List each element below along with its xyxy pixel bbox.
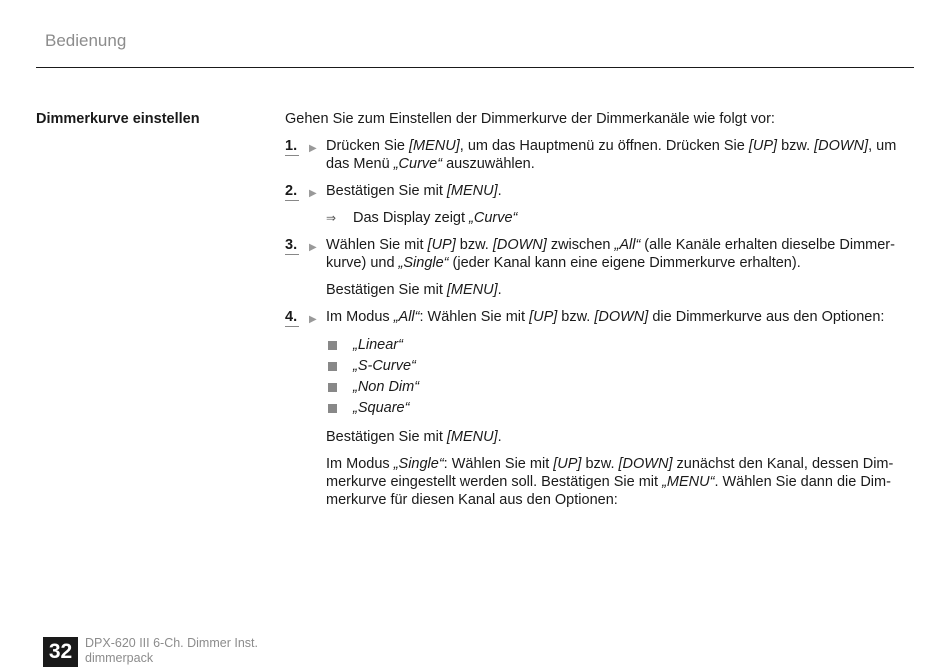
- step-arrow-icon: ▶: [309, 188, 317, 199]
- step-4: [285, 308, 910, 326]
- list-item: „Square“: [326, 398, 910, 419]
- instructions: [285, 110, 910, 518]
- bullet-square-icon: [328, 341, 337, 350]
- bullet-square-icon: [328, 404, 337, 413]
- footer-doc-title: DPX-620 III 6-Ch. Dimmer Inst.: [85, 636, 258, 650]
- step-number: 3. ▶: [285, 236, 319, 255]
- step-text: Bestätigen Sie mit [MENU].: [326, 183, 502, 199]
- page-number: 32: [43, 637, 78, 667]
- page-header-section: Bedienung: [45, 31, 127, 50]
- list-item: „Non Dim“: [326, 377, 910, 398]
- footer-brand: dimmerpack: [85, 651, 154, 665]
- intro-text: Gehen Sie zum Einstellen der Dimmerkurve der Dimmerkanäle wie folgt vor:: [285, 111, 775, 127]
- step-4-confirm: Bestätigen Sie mit [MENU].: [326, 429, 502, 445]
- result-arrow-icon: ⇒: [326, 211, 337, 225]
- step-text: Drücken Sie [MENU], um das Hauptmenü zu öffnen. Drücken Sie [UP] bzw. [DOWN], um das Menü „Curve“ auszuwählen.: [326, 138, 897, 172]
- header-rule: [36, 67, 914, 68]
- step-text: Wählen Sie mit [UP] bzw. [DOWN] zwischen „All“ (alle Kanäle erhalten dieselbe Dimmer-kurve) und „Single“ (jeder Kanal kann eine eigene Dimmerkurve erhalten).: [326, 237, 895, 271]
- bullet-square-icon: [328, 383, 337, 392]
- step-number: 1. ▶: [285, 137, 319, 156]
- section-title: Dimmerkurve einstellen: [36, 111, 200, 127]
- step-2-result: ⇒ Das Display zeigt „Curve“: [326, 210, 518, 226]
- step-arrow-icon: ▶: [309, 143, 317, 154]
- step-2: [285, 182, 910, 200]
- step-text: Im Modus „All“: Wählen Sie mit [UP] bzw. [DOWN] die Dimmerkurve aus den Optionen:: [326, 309, 885, 325]
- step-arrow-icon: ▶: [309, 314, 317, 325]
- bullet-square-icon: [328, 362, 337, 371]
- step-arrow-icon: ▶: [309, 242, 317, 253]
- step-3-confirm: Bestätigen Sie mit [MENU].: [326, 282, 502, 298]
- list-item: „Linear“: [326, 335, 910, 356]
- footer-info: [85, 636, 258, 666]
- step-3: [285, 236, 910, 272]
- step-1: [285, 137, 910, 173]
- step-4-single-mode: Im Modus „Single“: Wählen Sie mit [UP] bzw. [DOWN] zunächst den Kanal, dessen Dim-merkurve eingestellt werden soll. Bestätigen Sie mit „MENU“. Wählen Sie dann die Dim-merkurve für diesen Kanal aus den Optionen:: [326, 456, 894, 508]
- list-item: „S-Curve“: [326, 356, 910, 377]
- step-number: 4. ▶: [285, 308, 319, 327]
- step-number: 2. ▶: [285, 182, 319, 201]
- curve-options: [326, 335, 910, 419]
